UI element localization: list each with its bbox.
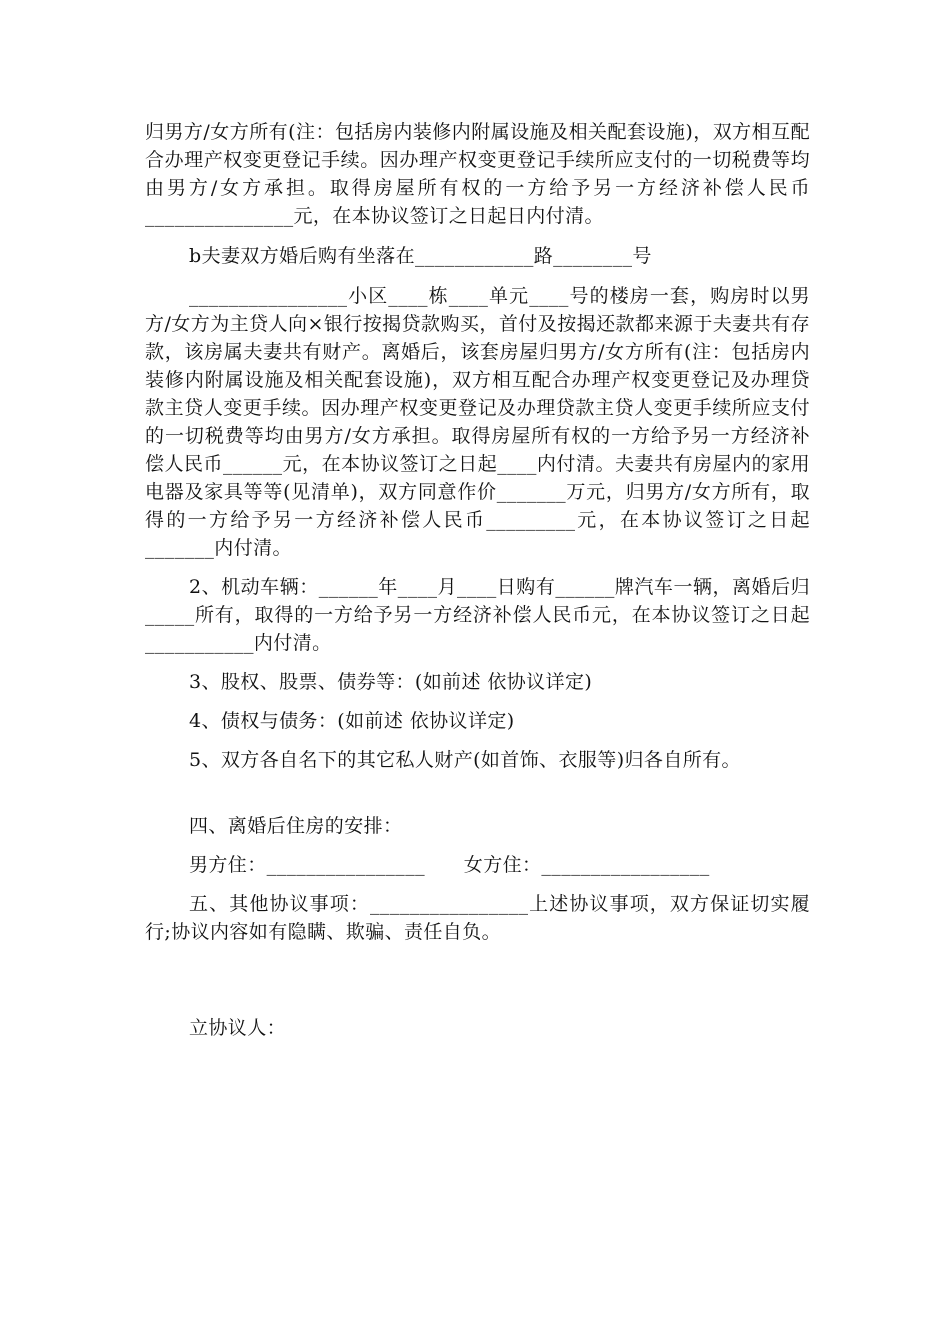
paragraph-house-b-location: b夫妻双方婚后购有坐落在____________路________号 bbox=[189, 245, 652, 267]
paragraph-other-matters: 五、其他协议事项：________________上述协议事项，双方保证切实履行;协议内容如有隐瞒、欺骗、责任自负。 bbox=[145, 893, 810, 943]
paragraph-equity-stocks: 3、股权、股票、债券等：(如前述 依协议详定) bbox=[189, 671, 593, 693]
paragraph-private-property: 5、双方各自名下的其它私人财产(如首饰、衣服等)归各自所有。 bbox=[189, 749, 741, 771]
document-page bbox=[145, 118, 810, 1042]
paragraph-debts: 4、债权与债务：(如前述 依协议详定) bbox=[189, 710, 515, 732]
signatory-label: 立协议人： bbox=[189, 1017, 287, 1039]
section-heading-housing: 四、离婚后住房的安排： bbox=[189, 815, 403, 837]
paragraph-house-b-details: ________________小区____栋____单元____号的楼房一套，购房时以男方/女方为主贷人向×银行按揭贷款购买，首付及按揭还款都来源于夫妻共有存款，该房属夫妻共有财产。离婚后，该套房屋归男方/女方所有(注：包括房内装修内附属设施及相关配套设施)，双方相互配合办理产权变更登记及办理贷款主贷人变更手续。因办理产权变更登记及办理贷款主贷人变更手续所应支付的一切税费等均由男方/女方承担。取得房屋所有权的一方给予另一方经济补偿人民币______元，在本协议签订之日起____内付清。夫妻共有房屋内的家用电器及家具等等(见清单)，双方同意作价_______万元，归男方/女方所有，取得的一方给予另一方经济补偿人民币_________元，在本协议签订之日起_______内付清。 bbox=[145, 285, 810, 559]
paragraph-house-a-continued: 归男方/女方所有(注：包括房内装修内附属设施及相关配套设施)，双方相互配合办理产权变更登记手续。因办理产权变更登记手续所应支付的一切税费等均由男方/女方承担。取得房屋所有权的一方给予另一方经济补偿人民币_______________元，在本协议签订之日起日内付清。 bbox=[145, 121, 810, 227]
paragraph-vehicle: 2、机动车辆：______年____月____日购有______牌汽车一辆，离婚后归_____所有，取得的一方给予另一方经济补偿人民币元，在本协议签订之日起___________内付清。 bbox=[145, 576, 810, 654]
paragraph-residence: 男方住：________________ 女方住：_________________ bbox=[189, 854, 710, 876]
